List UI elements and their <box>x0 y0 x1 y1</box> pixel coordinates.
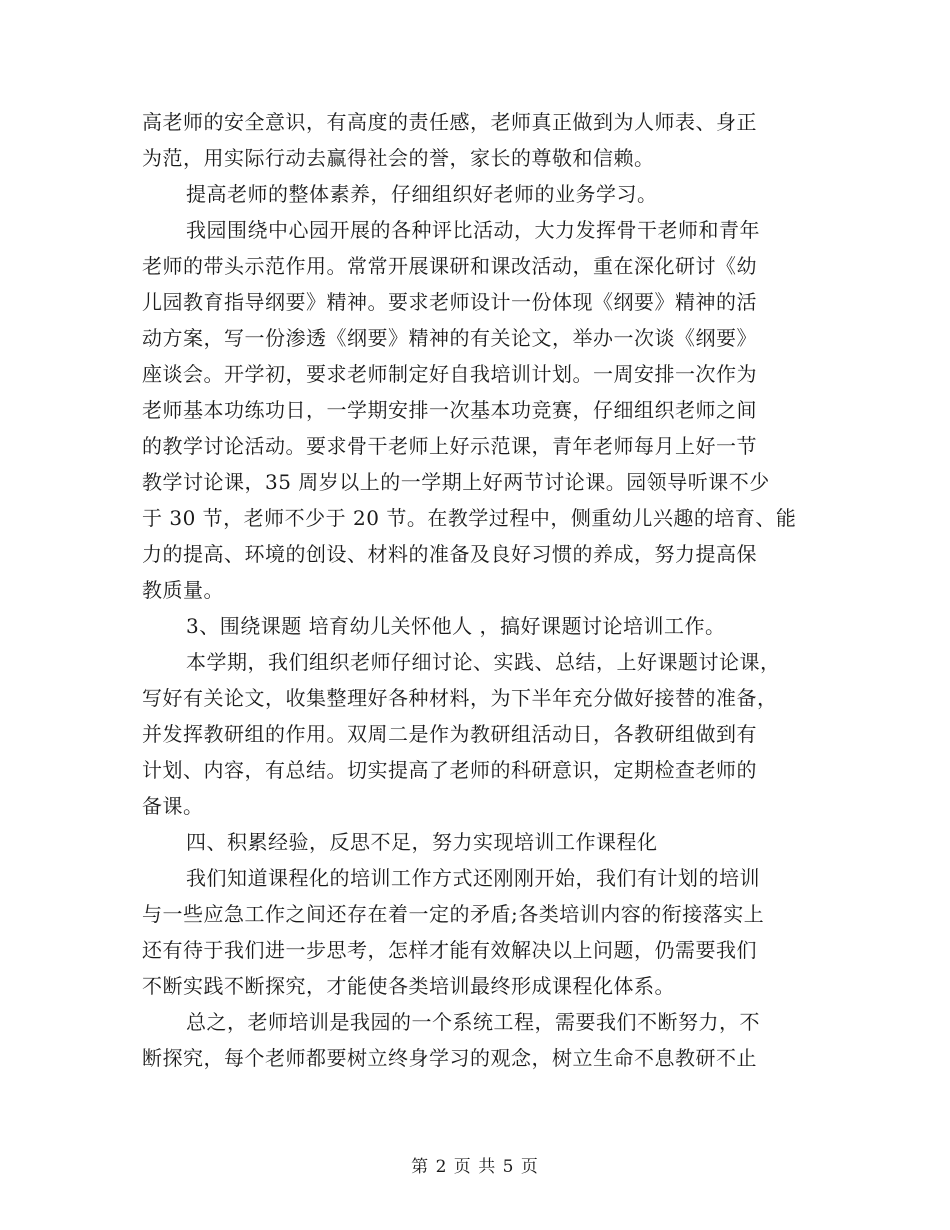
text-line: 我们知道课程化的培训工作方式还刚刚开始，我们有计划的培训 <box>186 866 760 890</box>
document-body <box>142 104 810 1076</box>
text-line: 动方案，写一份渗透《纲要》精神的有关论文，举办一次谈《纲要》 <box>142 326 757 350</box>
text-line: 还有待于我们进一步思考，怎样才能有效解决以上问题，仍需要我们 <box>142 938 757 962</box>
text-line: 座谈会。开学初，要求老师制定好自我培训计划。一周安排一次作为 <box>142 362 757 386</box>
text-line: 高老师的安全意识，有高度的责任感，老师真正做到为人师表、身正 <box>142 110 757 134</box>
text-line: 儿园教育指导纲要》精神。要求老师设计一份体现《纲要》精神的活 <box>142 290 757 314</box>
text-line: 的教学讨论活动。要求骨干老师上好示范课，青年老师每月上好一节 <box>142 434 757 458</box>
text-line: 3、围绕课题 培育幼儿关怀他人 ，搞好课题讨论培训工作。 <box>186 614 726 638</box>
text-line: 提高老师的整体素养，仔细组织好老师的业务学习。 <box>186 182 658 206</box>
text-line: 备课。 <box>142 794 204 818</box>
text-line: 四、积累经验，反思不足，努力实现培训工作课程化 <box>186 830 658 854</box>
text-line: 于 30 节，老师不少于 20 节。在教学过程中，侧重幼儿兴趣的培育、能 <box>142 506 797 530</box>
text-line: 并发挥教研组的作用。双周二是作为教研组活动日，各教研组做到有 <box>142 722 757 746</box>
text-line: 本学期，我们组织老师仔细讨论、实践、总结，上好课题讨论课， <box>186 650 781 674</box>
text-line: 教质量。 <box>142 578 224 602</box>
text-line: 计划、内容，有总结。切实提高了老师的科研意识，定期检查老师的 <box>142 758 757 782</box>
text-line: 老师的带头示范作用。常常开展课研和课改活动，重在深化研讨《幼 <box>142 254 757 278</box>
text-line: 总之，老师培训是我园的一个系统工程，需要我们不断努力，不 <box>186 1010 760 1034</box>
text-line: 力的提高、环境的创设、材料的准备及良好习惯的养成，努力提高保 <box>142 542 757 566</box>
text-line: 与一些应急工作之间还存在着一定的矛盾;各类培训内容的衔接落实上 <box>142 902 765 926</box>
text-line: 教学讨论课，35 周岁以上的一学期上好两节讨论课。园领导听课不少 <box>142 470 770 494</box>
text-line: 写好有关论文，收集整理好各种材料，为下半年充分做好接替的准备， <box>142 686 778 710</box>
text-line: 为范，用实际行动去赢得社会的誉，家长的尊敬和信赖。 <box>142 146 655 170</box>
text-line: 老师基本功练功日，一学期安排一次基本功竞赛，仔细组织老师之间 <box>142 398 757 422</box>
text-line: 不断实践不断探究，才能使各类培训最终形成课程化体系。 <box>142 974 675 998</box>
text-line: 我园围绕中心园开展的各种评比活动，大力发挥骨干老师和青年 <box>186 218 760 242</box>
page-number-footer: 第 2 页 共 5 页 <box>411 1157 539 1177</box>
text-line: 断探究，每个老师都要树立终身学习的观念，树立生命不息教研不止 <box>142 1046 757 1070</box>
